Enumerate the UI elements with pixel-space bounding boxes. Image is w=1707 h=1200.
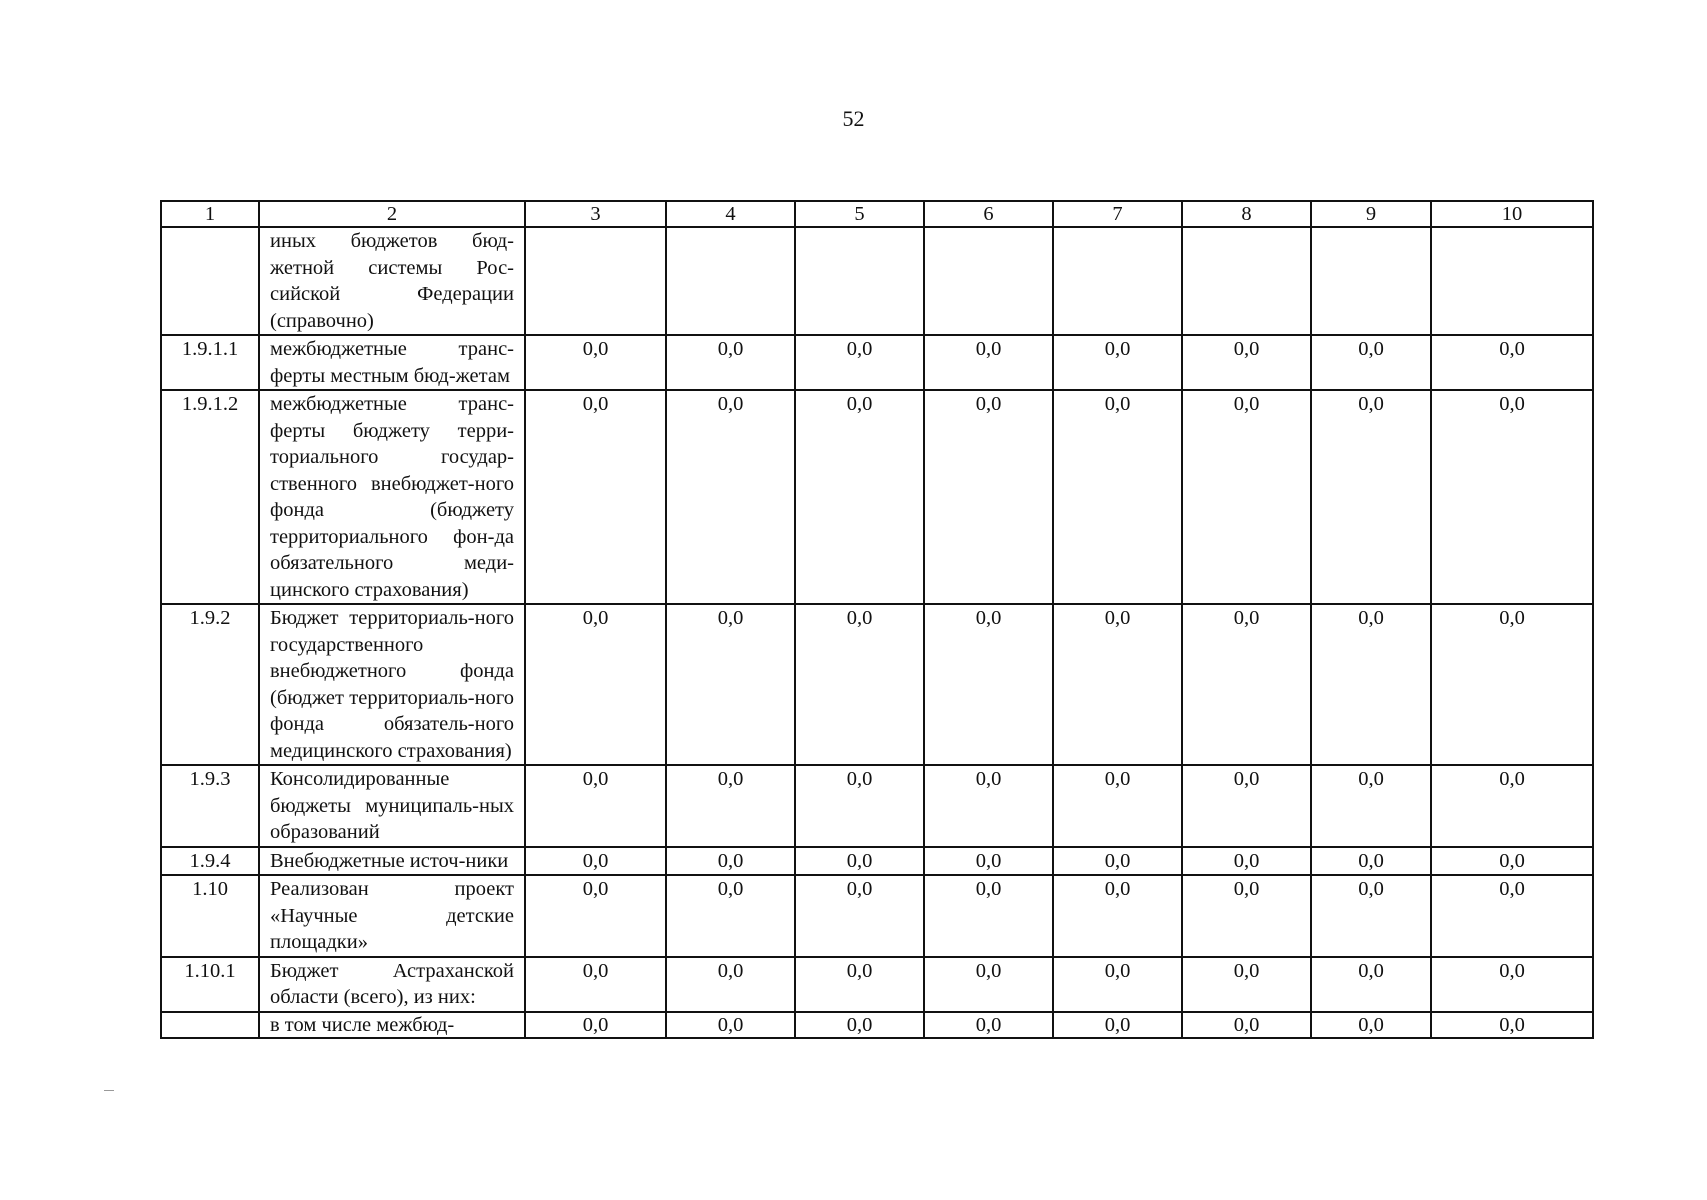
row-value [924,227,1053,335]
row-value: 0,0 [666,604,795,765]
row-description: Бюджет Астраханской области (всего), из них: [259,957,525,1012]
row-value: 0,0 [1311,765,1431,847]
row-code: 1.9.4 [161,847,259,876]
row-description: Бюджет территориаль-ного государственного внебюджетного фонда (бюджет территориаль-ного фонда обязатель-ного медицинского страхования) [259,604,525,765]
row-value: 0,0 [1311,875,1431,957]
row-value: 0,0 [1053,390,1182,604]
row-value: 0,0 [1431,1012,1593,1038]
row-value: 0,0 [795,847,924,876]
row-value [1053,227,1182,335]
row-value: 0,0 [1182,957,1311,1012]
row-value: 0,0 [795,957,924,1012]
row-value: 0,0 [525,765,666,847]
table-row [161,227,1593,335]
row-value: 0,0 [795,1012,924,1038]
row-value: 0,0 [666,1012,795,1038]
row-value: 0,0 [525,875,666,957]
table-header-row [161,201,1593,227]
row-code: 1.9.1.2 [161,390,259,604]
row-value: 0,0 [1053,335,1182,390]
row-value: 0,0 [525,957,666,1012]
column-number-header: 2 [259,201,525,227]
row-value: 0,0 [525,390,666,604]
row-value: 0,0 [1431,847,1593,876]
row-value: 0,0 [1431,957,1593,1012]
row-value: 0,0 [1182,875,1311,957]
row-value: 0,0 [924,765,1053,847]
row-value [1311,227,1431,335]
row-value: 0,0 [666,875,795,957]
column-number-header: 10 [1431,201,1593,227]
row-value: 0,0 [1311,847,1431,876]
row-value: 0,0 [525,604,666,765]
row-value: 0,0 [924,847,1053,876]
row-value: 0,0 [795,765,924,847]
table-row [161,390,1593,604]
row-value [666,227,795,335]
row-value: 0,0 [666,390,795,604]
row-description: межбюджетные транс-ферты бюджету терри-ториального государ-ственного внебюджет-ного фонда (бюджету территориального фон-да обязательного меди-цинского страхования) [259,390,525,604]
column-number-header: 4 [666,201,795,227]
row-value: 0,0 [1182,604,1311,765]
column-number-header: 7 [1053,201,1182,227]
row-value: 0,0 [666,335,795,390]
column-number-header: 5 [795,201,924,227]
row-value: 0,0 [666,847,795,876]
column-number-header: 3 [525,201,666,227]
row-value: 0,0 [795,875,924,957]
row-value: 0,0 [1311,957,1431,1012]
row-value: 0,0 [525,847,666,876]
row-value: 0,0 [1053,1012,1182,1038]
table-row [161,875,1593,957]
row-code: 1.10 [161,875,259,957]
row-value: 0,0 [924,957,1053,1012]
row-value: 0,0 [924,604,1053,765]
table-row [161,335,1593,390]
row-value: 0,0 [795,604,924,765]
table-row [161,765,1593,847]
row-value: 0,0 [1182,1012,1311,1038]
table-row [161,1012,1593,1038]
row-value: 0,0 [1182,335,1311,390]
row-description: иных бюджетов бюд-жетной системы Рос-сийской Федерации (справочно) [259,227,525,335]
row-code [161,227,259,335]
row-value: 0,0 [924,335,1053,390]
row-value: 0,0 [1311,604,1431,765]
column-number-header: 8 [1182,201,1311,227]
row-description: Консолидированные бюджеты муниципаль-ных образований [259,765,525,847]
row-description: в том числе межбюд- [259,1012,525,1038]
row-value: 0,0 [1431,875,1593,957]
row-description: Внебюджетные источ-ники [259,847,525,876]
row-value: 0,0 [666,957,795,1012]
budget-table [160,200,1594,1039]
column-number-header: 1 [161,201,259,227]
row-code: 1.10.1 [161,957,259,1012]
row-value: 0,0 [795,335,924,390]
table-row [161,604,1593,765]
row-value: 0,0 [795,390,924,604]
row-value: 0,0 [1431,765,1593,847]
row-code: 1.9.1.1 [161,335,259,390]
row-value: 0,0 [1053,957,1182,1012]
scan-artifact [104,1090,114,1091]
row-description: Реализован проект «Научные детские площадки» [259,875,525,957]
row-value: 0,0 [1182,765,1311,847]
row-value [1182,227,1311,335]
page-number: 52 [842,106,865,131]
column-number-header: 9 [1311,201,1431,227]
row-value: 0,0 [924,875,1053,957]
row-value [795,227,924,335]
row-value: 0,0 [1311,390,1431,604]
row-value: 0,0 [1053,875,1182,957]
row-value: 0,0 [1053,847,1182,876]
row-code [161,1012,259,1038]
row-code: 1.9.3 [161,765,259,847]
row-value: 0,0 [1311,335,1431,390]
row-value: 0,0 [1053,604,1182,765]
row-value [1431,227,1593,335]
row-code: 1.9.2 [161,604,259,765]
row-value: 0,0 [1431,604,1593,765]
row-value: 0,0 [1053,765,1182,847]
table-row [161,957,1593,1012]
row-value: 0,0 [924,390,1053,604]
row-value: 0,0 [924,1012,1053,1038]
row-value: 0,0 [525,335,666,390]
row-description: межбюджетные транс-ферты местным бюд-жетам [259,335,525,390]
row-value: 0,0 [1431,335,1593,390]
row-value: 0,0 [1182,390,1311,604]
row-value: 0,0 [666,765,795,847]
row-value [525,227,666,335]
column-number-header: 6 [924,201,1053,227]
row-value: 0,0 [525,1012,666,1038]
row-value: 0,0 [1182,847,1311,876]
row-value: 0,0 [1431,390,1593,604]
row-value: 0,0 [1311,1012,1431,1038]
table-row [161,847,1593,876]
